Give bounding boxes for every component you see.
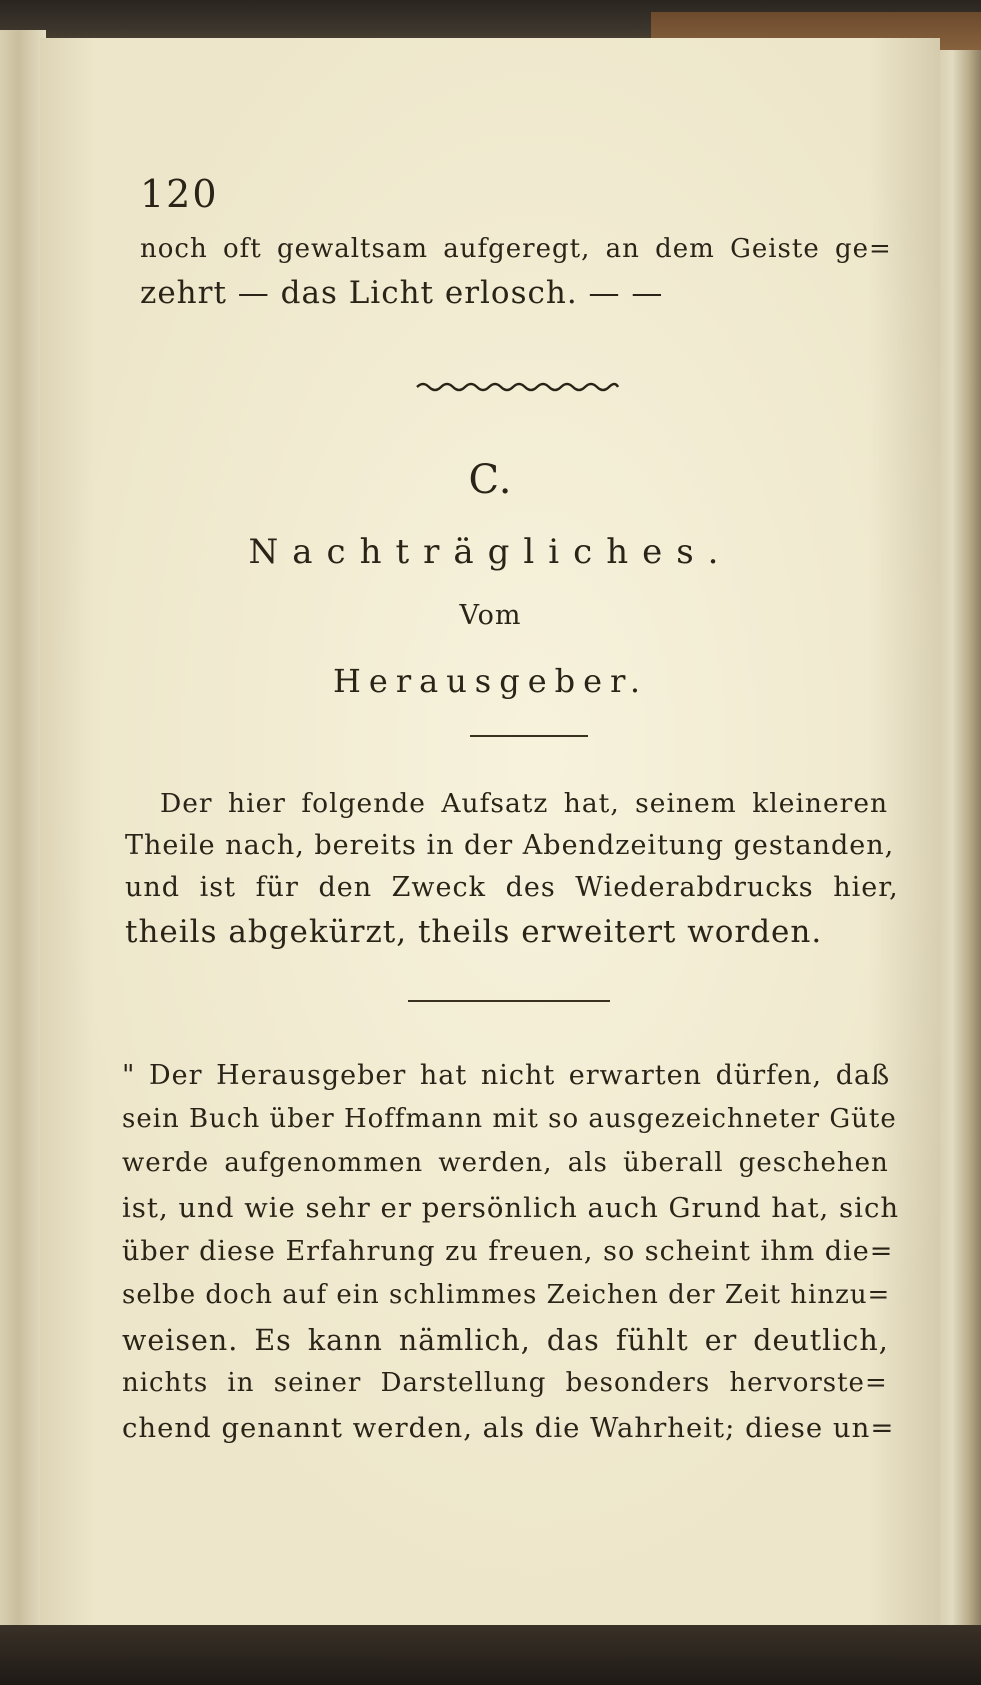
body-line: sein Buch über Hoffmann mit so ausgezeichneter Güte — [122, 1104, 897, 1134]
body-line: chend genannt werden, als die Wahrheit; diese un= — [122, 1412, 895, 1444]
intro-line: Theile nach, bereits in der Abendzeitung gestanden, — [125, 830, 895, 861]
body-line: über diese Erfahrung zu freuen, so scheint ihm die= — [122, 1236, 894, 1267]
carryover-line: noch oft gewaltsam aufgeregt, an dem Geiste ge= — [140, 234, 892, 264]
section-title: Nachträgliches. — [248, 532, 733, 572]
intro-line: und ist für den Zweck des Wiederabdrucks hier, — [125, 872, 899, 903]
carryover-line: zehrt — das Licht erlosch. — — — [140, 275, 664, 311]
short-rule — [470, 735, 588, 737]
body-line: werde aufgenommen werden, als überall geschehen — [122, 1148, 889, 1178]
book-bottom-edge — [0, 1625, 981, 1685]
body-line: weisen. Es kann nämlich, das fühlt er deutlich, — [122, 1324, 889, 1357]
page-fore-edge — [940, 50, 981, 1630]
byline-author: Herausgeber. — [332, 662, 649, 700]
intro-line: Der hier folgende Aufsatz hat, seinem kleineren — [160, 788, 889, 819]
long-rule — [408, 1000, 610, 1002]
section-letter: C. — [468, 457, 513, 503]
body-line: selbe doch auf ein schlimmes Zeichen der Zeit hinzu= — [122, 1280, 891, 1310]
body-line: " Der Herausgeber hat nicht erwarten dürfen, daß — [122, 1060, 891, 1091]
wavy-ornament — [415, 381, 620, 393]
intro-line: theils abgekürzt, theils erweitert worden. — [125, 914, 823, 950]
byline-from: Vom — [459, 600, 522, 631]
body-line: nichts in seiner Darstellung besonders hervorste= — [122, 1368, 888, 1398]
page-number: 120 — [140, 172, 219, 216]
body-line: ist, und wie sehr er persönlich auch Grund hat, sich — [122, 1192, 900, 1224]
